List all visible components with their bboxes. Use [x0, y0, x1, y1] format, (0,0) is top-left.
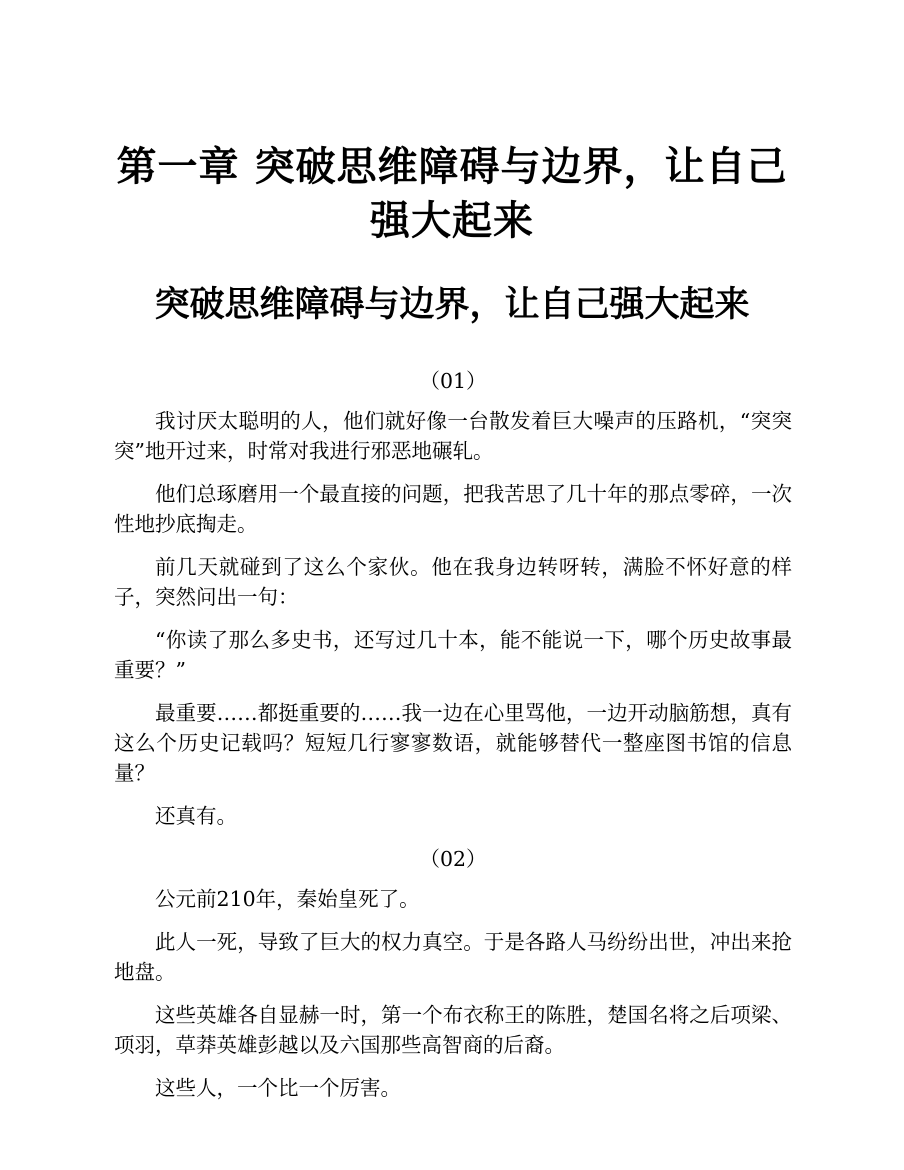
body-text: [114, 366, 792, 1116]
paragraph: 我讨厌太聪明的人，他们就好像一台散发着巨大噪声的压路机，“突突突”地开过来，时常对我进行邪恶地碾轧。: [114, 409, 792, 463]
paragraph: 此人一死，导致了巨大的权力真空。于是各路人马纷纷出世，冲出来抢地盘。: [114, 930, 792, 984]
paragraph: 他们总琢磨用一个最直接的问题，把我苦思了几十年的那点零碎，一次性地抄底掏走。: [114, 482, 792, 536]
chapter-title: 第一章 突破思维障碍与边界，让自己强大起来: [116, 144, 788, 244]
section-title: 突破思维障碍与边界，让自己强大起来: [154, 285, 750, 325]
paragraph: 还真有。: [155, 804, 237, 828]
paragraph: 公元前210年，秦始皇死了。: [155, 887, 420, 911]
paragraph: 前几天就碰到了这么个家伙。他在我身边转呀转，满脸不怀好意的样子，突然问出一句：: [114, 555, 792, 609]
paragraph: 这些英雄各自显赫一时，第一个布衣称王的陈胜，楚国名将之后项梁、项羽，草莽英雄彭越以及六国那些高智商的后裔。: [114, 1003, 792, 1057]
paragraph: “你读了那么多史书，还写过几十本，能不能说一下，哪个历史故事最重要？”: [114, 628, 792, 682]
section-marker-01: （01）: [419, 369, 487, 393]
paragraph: 这些人，一个比一个厉害。: [155, 1076, 401, 1100]
paragraph: 最重要……都挺重要的……我一边在心里骂他，一边开动脑筋想，真有这么个历史记载吗？短短几行寥寥数语，就能够替代一整座图书馆的信息量？: [114, 701, 792, 785]
section-marker-02: （02）: [419, 847, 487, 871]
